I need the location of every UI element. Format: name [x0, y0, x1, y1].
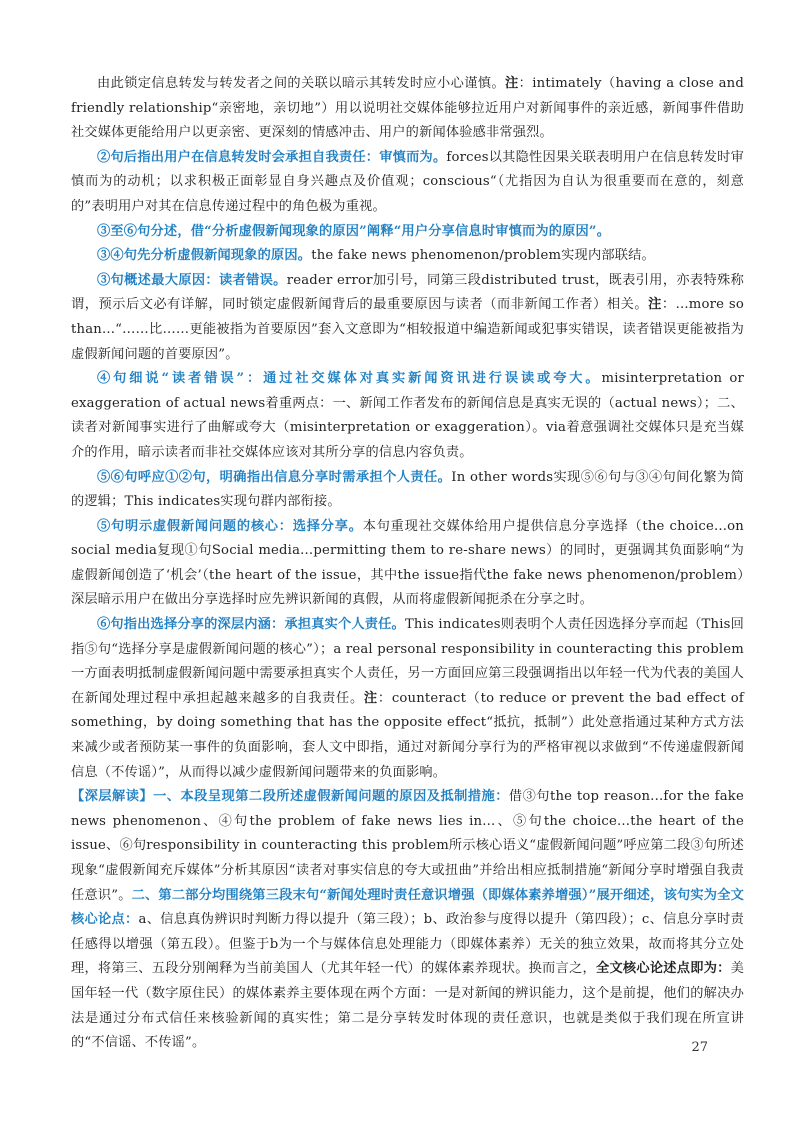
highlight-text: ③④句先分析虚假新闻现象的原因。	[97, 248, 312, 264]
highlight-text: ③至⑥句分述，借“分析虚假新闻现象的原因”阐释“用户分享信息时审慎而为的原因”。	[97, 223, 611, 239]
body-text-run: forces以其隐性因果关联表明用户在信息转发时审慎而为的动机；以求积极正面彰显自身兴趣点及价值观；conscious“（尤指因为自认为很重要而在意的，刻意的”表明用户对其在信息传递过程中的角色极为重视。	[71, 149, 744, 214]
paragraph	[71, 269, 744, 367]
body-text-run: ：...more so than...“……比……更能被指为首要原因”套入文意即为“相较报道中编造新闻或犯事实错误，读者错误更能被指为虚假新闻问题的首要原因”。	[71, 297, 744, 362]
paragraph	[71, 244, 744, 269]
paragraph	[71, 72, 744, 146]
body-text-run: reader error加引号，同第三段distributed trust，既表引用，亦表特殊称谓，预示后文必有详解，同时锁定虚假新闻背后的最重要原因与读者（而非新闻工作者）相关。	[71, 272, 744, 313]
bold-text: 注	[505, 76, 519, 91]
page-number: 27	[691, 1040, 708, 1055]
bold-text: 注	[363, 690, 378, 706]
body-text-run: 由此锁定信息转发与转发者之间的关联以暗示其转发时应小心谨慎。	[97, 76, 506, 91]
body-text-run: a、信息真伪辨识时判断力得以提升（第三段）；b、政治参与度得以提升（第四段）；c、信息分享时责任感得以增强（第五段）。但鉴于b为一个与媒体信息处理能力（即媒体素养）无关的独立效果，故而将其分立处理，将第三、五段分别阐释为当前美国人（尤其年轻一代）的媒体素养现状。换而言之，	[71, 912, 745, 977]
body-text-run: the fake news phenomenon/problem实现内部联结。	[311, 248, 655, 264]
highlight-text: ⑤句明示虚假新闻问题的核心：选择分享。	[97, 518, 363, 534]
paragraph	[71, 367, 744, 465]
highlight-text: ④句细说“读者错误”：通过社交媒体对真实新闻资讯进行误读或夸大。	[97, 371, 602, 387]
highlight-text: ⑥句指出选择分享的深层内涵：承担真实个人责任。	[97, 617, 405, 633]
body-text-run: In other words实现⑤⑥句与③④句间化繁为简的逻辑；This indicates实现句群内部衔接。	[71, 469, 744, 510]
highlight-text: 二、第二部分均围绕第三段末句“新闻处理时责任意识增强（即媒体素养增强）”展开细述，该句实为全文核心论点：	[71, 887, 744, 928]
paragraph	[71, 146, 744, 220]
highlight-text: ②句后指出用户在信息转发时会承担自我责任：审慎而为。	[97, 149, 447, 165]
body-text-run: 借③句the top reason...for the fake news phenomenon、④句the problem of fake news lies in...、⑤句the choice...the heart of the issue、⑥句responsibility in counteracting this problem所示核心语义“虚假新闻问题”呼应第二段③句所述现象“虚假新闻充斥媒体”分析其原因“读者对事实信息的夸大或扭曲”并给出相应抵制措施“新闻分享时增强自我责任意识”。	[71, 789, 744, 903]
body-text-run: misinterpretation or exaggeration of actual news着重两点：一、新闻工作者发布的新闻信息是真实无误的（actual news）；二、读者对新闻事实进行了曲解或夸大（misinterpretation or exaggeration）。via着意强调社交媒体只是充当媒介的作用，暗示读者而非社交媒体应该对其所分享的信息内容负责。	[71, 371, 744, 460]
body-text-run: This indicates则表明个人责任因选择分享而起（This回指⑤句“选择分享是虚假新闻问题的核心”）；a real personal responsibility in counteracting this problem一方面表明抵制虚假新闻问题中需要承担真实个人责任，另一方面回应第三段强调指出以年轻一代为代表的美国人在新闻处理过程中承担起越来越多的自我责任。	[71, 617, 744, 706]
body-text-run: ：counteract（to reduce or prevent the bad effect of something，by doing something that has the opposite effect“抵抗，抵制”）此处意指通过某种方式方法来减少或者预防某一事件的负面影响，套人文中即指，通过对新闻分享行为的严格审视以求做到“不传递虚假新闻信息（不传谣）”，从而得以减少虚假新闻问题带来的负面影响。	[71, 690, 744, 780]
paragraph	[71, 613, 744, 785]
bold-text: 全文核心论述点即为：	[596, 961, 731, 977]
body-text-run: 本句重现社交媒体给用户提供信息分享选择（the choice...on social media复现①句Social media...permitting them to re-share news）的同时，更强调其负面影响“为虚假新闻创造了‘机会’（the heart of the issue，其中the issue指代the fake news phenomenon/problem）深层暗示用户在做出分享选择时应先辨识新闻的真假，从而将虚假新闻扼杀在分享之时。	[71, 518, 744, 608]
body-text-run: ：intimately（having a close and friendly relationship“亲密地，亲切地”）用以说明社交媒体能够拉近用户对新闻事件的亲近感，新闻事件借助社交媒体更能给用户以更亲密、更深刻的情感冲击、用户的新闻体验感非常强烈。	[71, 76, 744, 141]
paragraph	[71, 785, 744, 1056]
highlight-text: ⑤⑥句呼应①②句，明确指出信息分享时需承担个人责任。	[97, 469, 452, 485]
paragraph	[71, 515, 744, 613]
paragraph	[71, 466, 744, 515]
body-text-run: 美国年轻一代（数字原住民）的媒体素养主要体现在两个方面：一是对新闻的辨识能力，这个是前提，他们的解决办法是通过分布式信任来核验新闻的真实性；第二是分享转发时体现的责任意识，也就是类似于我们现在所宣讲的“不信谣、不传谣”。	[71, 961, 745, 1051]
paragraph	[71, 220, 744, 245]
highlight-text: 【深层解读】一、本段呈现第二段所述虚假新闻问题的原因及抵制措施：	[71, 789, 509, 805]
highlight-text: ③句概述最大原因：读者错误。	[97, 272, 287, 288]
bold-text: 注	[648, 297, 662, 313]
body-text	[71, 72, 744, 1056]
